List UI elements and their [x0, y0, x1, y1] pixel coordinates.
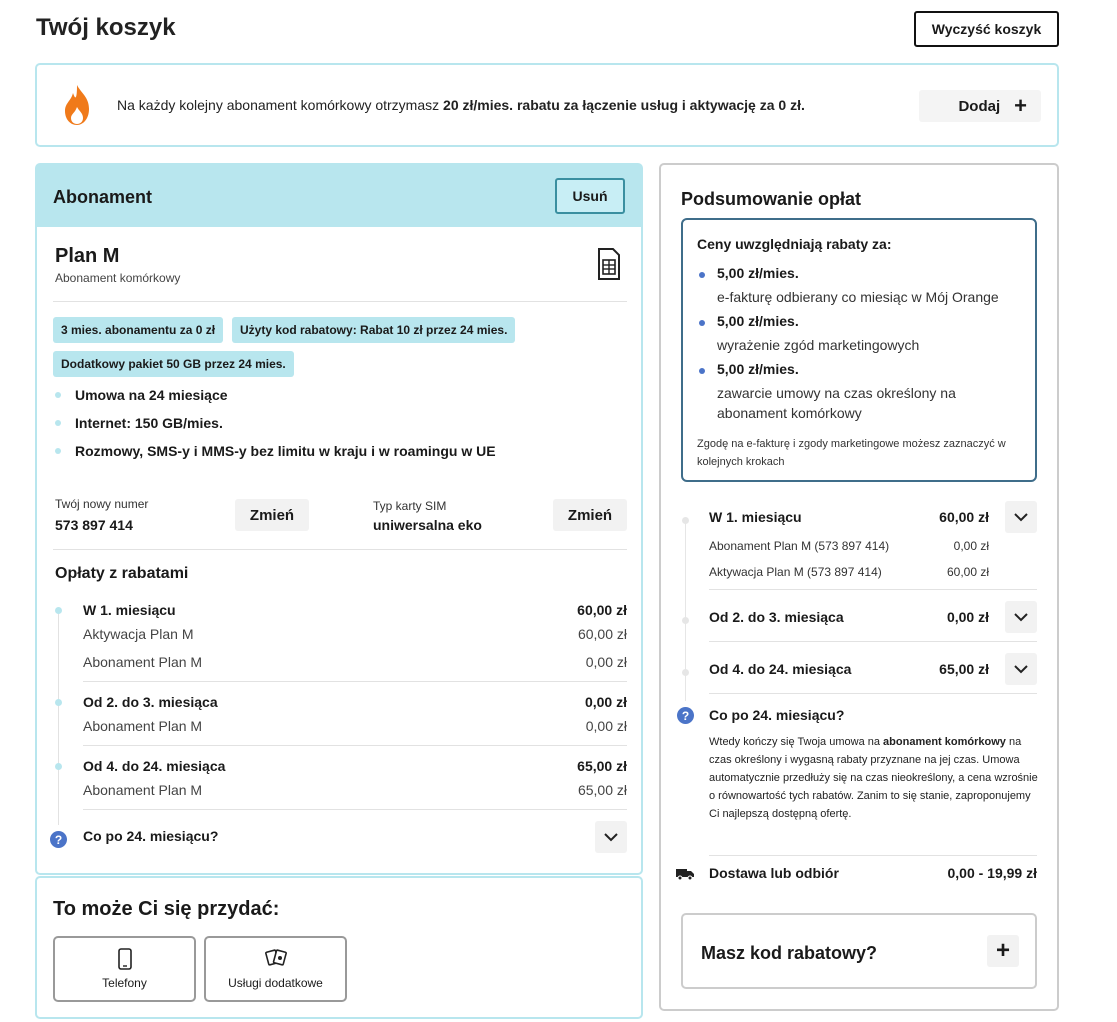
fee-row	[83, 782, 627, 798]
plan-name: Plan M	[55, 245, 120, 267]
fee-row	[83, 654, 627, 670]
after-term-label: Co po 24. miesiącu?	[709, 707, 845, 723]
feature-item	[55, 443, 496, 459]
expand-period-button[interactable]	[1005, 501, 1037, 533]
discount-desc: zawarcie umowy na czas określony na abonament komórkowy	[717, 385, 956, 421]
after-term-text	[709, 733, 1041, 823]
timeline-dot	[55, 607, 62, 614]
period-total: 0,00 zł	[584, 694, 627, 710]
subscription-header	[37, 165, 641, 227]
plus-icon: +	[1014, 93, 1027, 118]
number-label: Twój nowy numer	[55, 497, 149, 511]
tile-label: Telefony	[102, 976, 147, 990]
discount-amount: 5,00 zł/mies.	[717, 361, 799, 377]
fee-label: Aktywacja Plan M (573 897 414)	[709, 565, 882, 579]
offer-tag: 3 mies. abonamentu za 0 zł	[53, 317, 223, 343]
period-row	[83, 602, 627, 618]
flame-icon	[61, 83, 93, 127]
feature-label: Umowa na 24 miesiące	[75, 387, 228, 403]
fee-label: Abonament Plan M (573 897 414)	[709, 539, 890, 553]
period-label: Od 2. do 3. miesiąca	[709, 609, 844, 625]
fee-value: 60,00 zł	[946, 565, 989, 579]
period-total: 65,00 zł	[577, 758, 627, 774]
offer-tag: Dodatkowy pakiet 50 GB przez 24 mies.	[53, 351, 294, 377]
feature-label: Internet: 150 GB/mies.	[75, 415, 223, 431]
after-term-row	[709, 707, 989, 723]
plan-type: Abonament komórkowy	[55, 271, 181, 285]
period-label: Od 4. do 24. miesiąca	[709, 661, 852, 677]
divider	[53, 301, 627, 302]
period-total: 60,00 zł	[939, 509, 989, 525]
promo-banner	[35, 63, 1059, 147]
period-label: W 1. miesiącu	[709, 509, 802, 525]
phones-tile[interactable]	[53, 936, 196, 1002]
promo-add-button[interactable]	[919, 90, 1041, 122]
feature-label: Rozmowy, SMS-y i MMS-y bez limitu w kraju i w roamingu w UE	[75, 443, 496, 459]
question-icon: ?	[50, 831, 67, 848]
after-text-part: na czas określony i wygasną rabaty przyznane na jej czas. Umowa automatycznie przedłuży się na czas nieokreślony, a cena wzrośnie o równowartość tych rabatów. Zanim to się stanie, zaproponujemy Ci najlepszą dostępną ofertę.	[709, 736, 1038, 820]
chevron-down-icon	[1014, 513, 1028, 522]
truck-icon	[675, 867, 695, 881]
promo-add-label: Dodaj	[958, 97, 1001, 115]
discounts-note: Zgodę na e-fakturę i zgody marketingowe możesz zaznaczyć w kolejnych krokach	[697, 438, 1006, 468]
discount-desc: e-fakturę odbierany co miesiąc w Mój Orange	[717, 289, 999, 305]
fee-value: 0,00 zł	[953, 539, 989, 553]
period-label: Od 4. do 24. miesiąca	[83, 758, 226, 774]
promo-text-bold: 20 zł/mies. rabatu za łączenie usług i aktywację za 0 zł.	[443, 97, 805, 113]
tile-label: Usługi dodatkowe	[228, 976, 323, 990]
promo-text	[117, 97, 805, 113]
timeline-dot	[55, 763, 62, 770]
bullet	[55, 392, 61, 398]
divider	[83, 745, 627, 746]
question-icon: ?	[677, 707, 694, 724]
summary-period-row	[709, 509, 989, 525]
expand-period-button[interactable]	[1005, 601, 1037, 633]
after-term-row	[83, 828, 627, 844]
period-label: Od 2. do 3. miesiąca	[83, 694, 218, 710]
bullet	[699, 368, 705, 374]
period-total: 60,00 zł	[577, 602, 627, 618]
divider	[709, 589, 1037, 590]
fee-label: Aktywacja Plan M	[83, 626, 194, 642]
timeline-line	[58, 613, 59, 825]
divider	[53, 549, 627, 550]
subscription-card	[35, 163, 643, 875]
plus-icon[interactable]: +	[987, 935, 1019, 967]
divider	[709, 693, 1037, 694]
after-term-label: Co po 24. miesiącu?	[83, 828, 219, 844]
chevron-down-icon	[1014, 613, 1028, 622]
bullet	[699, 320, 705, 326]
fee-label: Abonament Plan M	[83, 654, 203, 670]
promo-code-box[interactable]	[681, 913, 1037, 989]
period-row	[83, 694, 627, 710]
summary-period-row	[709, 661, 989, 677]
discount-desc: wyrażenie zgód marketingowych	[717, 337, 920, 353]
fee-row	[83, 626, 627, 642]
bullet	[55, 420, 61, 426]
divider	[83, 681, 627, 682]
feature-item	[55, 415, 223, 431]
period-total: 65,00 zł	[939, 661, 989, 677]
period-label: W 1. miesiącu	[83, 602, 176, 618]
offer-tag: Użyty kod rabatowy: Rabat 10 zł przez 24 mies.	[232, 317, 515, 343]
suggestions-card	[35, 876, 643, 1019]
sim-card-icon	[598, 248, 620, 280]
feature-item	[55, 387, 228, 403]
discounts-box	[681, 218, 1037, 482]
summary-period-row	[709, 609, 989, 625]
fee-value: 0,00 zł	[585, 718, 627, 734]
discounts-heading: Ceny uwzględniają rabaty za:	[697, 236, 892, 252]
services-tile[interactable]	[204, 936, 347, 1002]
sim-type-label: Typ karty SIM	[373, 499, 447, 513]
period-total: 0,00 zł	[946, 609, 989, 625]
chevron-down-icon	[604, 833, 618, 842]
subscription-title: Abonament	[53, 187, 152, 207]
expand-period-button[interactable]	[1005, 653, 1037, 685]
suggestions-title: To może Ci się przydać:	[53, 898, 280, 920]
number-value: 573 897 414	[55, 517, 133, 533]
discount-amount: 5,00 zł/mies.	[717, 265, 799, 281]
period-row	[83, 758, 627, 774]
after-text-bold: abonament komórkowy	[883, 736, 1006, 748]
remove-button[interactable]: Usuń	[555, 178, 625, 214]
promo-code-label: Masz kod rabatowy?	[701, 943, 878, 963]
bullet	[699, 272, 705, 278]
timeline-dot	[682, 517, 689, 524]
fees-title: Opłaty z rabatami	[55, 565, 189, 582]
delivery-row	[709, 865, 1037, 881]
fee-label: Abonament Plan M	[83, 718, 203, 734]
sim-type-value: uniwersalna eko	[373, 517, 482, 533]
summary-fee-row	[709, 539, 989, 553]
page-title: Twój koszyk	[36, 14, 176, 41]
divider	[709, 855, 1037, 856]
fee-value: 0,00 zł	[585, 654, 627, 670]
fee-value: 60,00 zł	[577, 626, 627, 642]
timeline-dot	[682, 669, 689, 676]
fee-value: 65,00 zł	[577, 782, 627, 798]
fee-label: Abonament Plan M	[83, 782, 203, 798]
bullet	[55, 448, 61, 454]
timeline-dot	[55, 699, 62, 706]
timeline-dot	[682, 617, 689, 624]
divider	[709, 641, 1037, 642]
discount-amount: 5,00 zł/mies.	[717, 313, 799, 329]
delivery-label: Dostawa lub odbiór	[709, 865, 839, 881]
promo-text-part: Na każdy kolejny abonament komórkowy otrzymasz	[117, 97, 444, 113]
chevron-down-icon	[1014, 665, 1028, 674]
change-sim-button[interactable]: Zmień	[553, 499, 627, 531]
services-icon	[265, 948, 287, 968]
phone-icon	[118, 948, 132, 970]
divider	[83, 809, 627, 810]
expand-after-term-button[interactable]	[595, 821, 627, 853]
delivery-value: 0,00 - 19,99 zł	[947, 865, 1037, 881]
summary-card	[659, 163, 1059, 1011]
clear-cart-button[interactable]: Wyczyść koszyk	[914, 11, 1059, 47]
fee-row	[83, 718, 627, 734]
change-number-button[interactable]: Zmień	[235, 499, 309, 531]
after-text-part: Wtedy kończy się Twoja umowa na	[709, 736, 884, 748]
summary-title: Podsumowanie opłat	[681, 189, 862, 209]
summary-fee-row	[709, 565, 989, 579]
